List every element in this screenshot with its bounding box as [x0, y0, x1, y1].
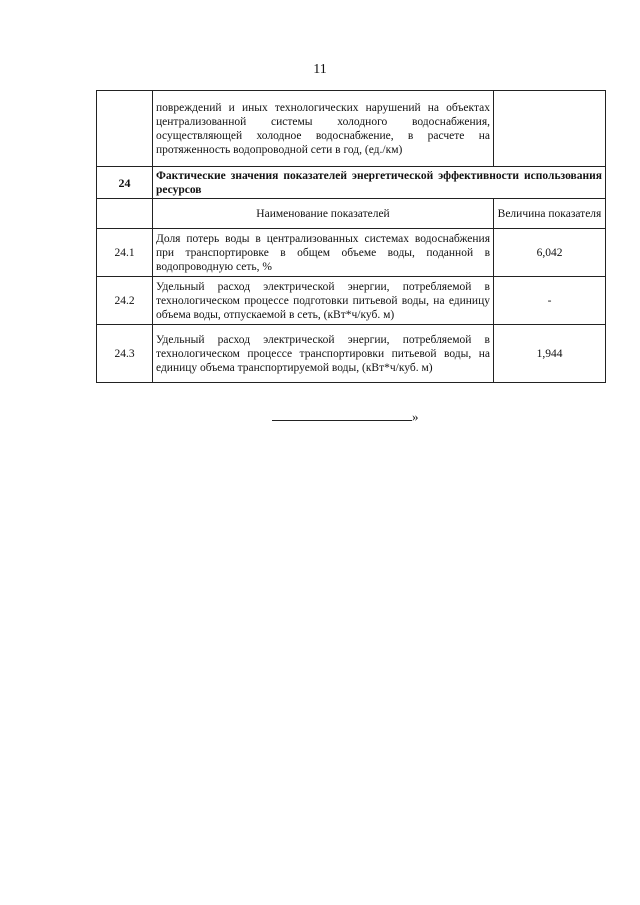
header-empty-cell [97, 199, 153, 229]
header-row [97, 199, 606, 229]
closing-line [272, 408, 419, 425]
indicator-value-cell [494, 91, 606, 167]
indicator-name-cell: повреждений и иных технологических нарушений на объектах централизованной системы холодного водоснабжения, осуществляющей холодное водоснабжение, в расчете на протяженность водопроводной сети в год, (ед./км) [153, 91, 494, 167]
blank-underline [272, 408, 412, 421]
table-row [97, 325, 606, 383]
indicator-value: - [494, 277, 606, 325]
closing-quote: » [412, 409, 419, 424]
section-number: 24 [97, 167, 153, 199]
table-row-continued [97, 91, 606, 167]
header-value: Величина показателя [494, 199, 606, 229]
indicators-table [96, 90, 606, 383]
header-name: Наименование показателей [153, 199, 494, 229]
row-number-cell [97, 91, 153, 167]
row-number: 24.2 [97, 277, 153, 325]
section-row [97, 167, 606, 199]
section-title: Фактические значения показателей энергетической эффективности использования ресурсов [153, 167, 606, 199]
indicator-value: 6,042 [494, 229, 606, 277]
indicator-name: Доля потерь воды в централизованных системах водоснабжения при транспортировке в общем объеме воды, поданной в водопроводную сеть, % [153, 229, 494, 277]
indicator-name: Удельный расход электрической энергии, потребляемой в технологическом процессе подготовки питьевой воды, на единицу объема воды, отпускаемой в сеть, (кВт*ч/куб. м) [153, 277, 494, 325]
table-row [97, 277, 606, 325]
row-number: 24.3 [97, 325, 153, 383]
page-number: 11 [313, 62, 327, 77]
table-row [97, 229, 606, 277]
indicator-name: Удельный расход электрической энергии, потребляемой в технологическом процессе транспортировки питьевой воды, на единицу объема транспортируемой воды, (кВт*ч/куб. м) [153, 325, 494, 383]
row-number: 24.1 [97, 229, 153, 277]
indicator-value: 1,944 [494, 325, 606, 383]
